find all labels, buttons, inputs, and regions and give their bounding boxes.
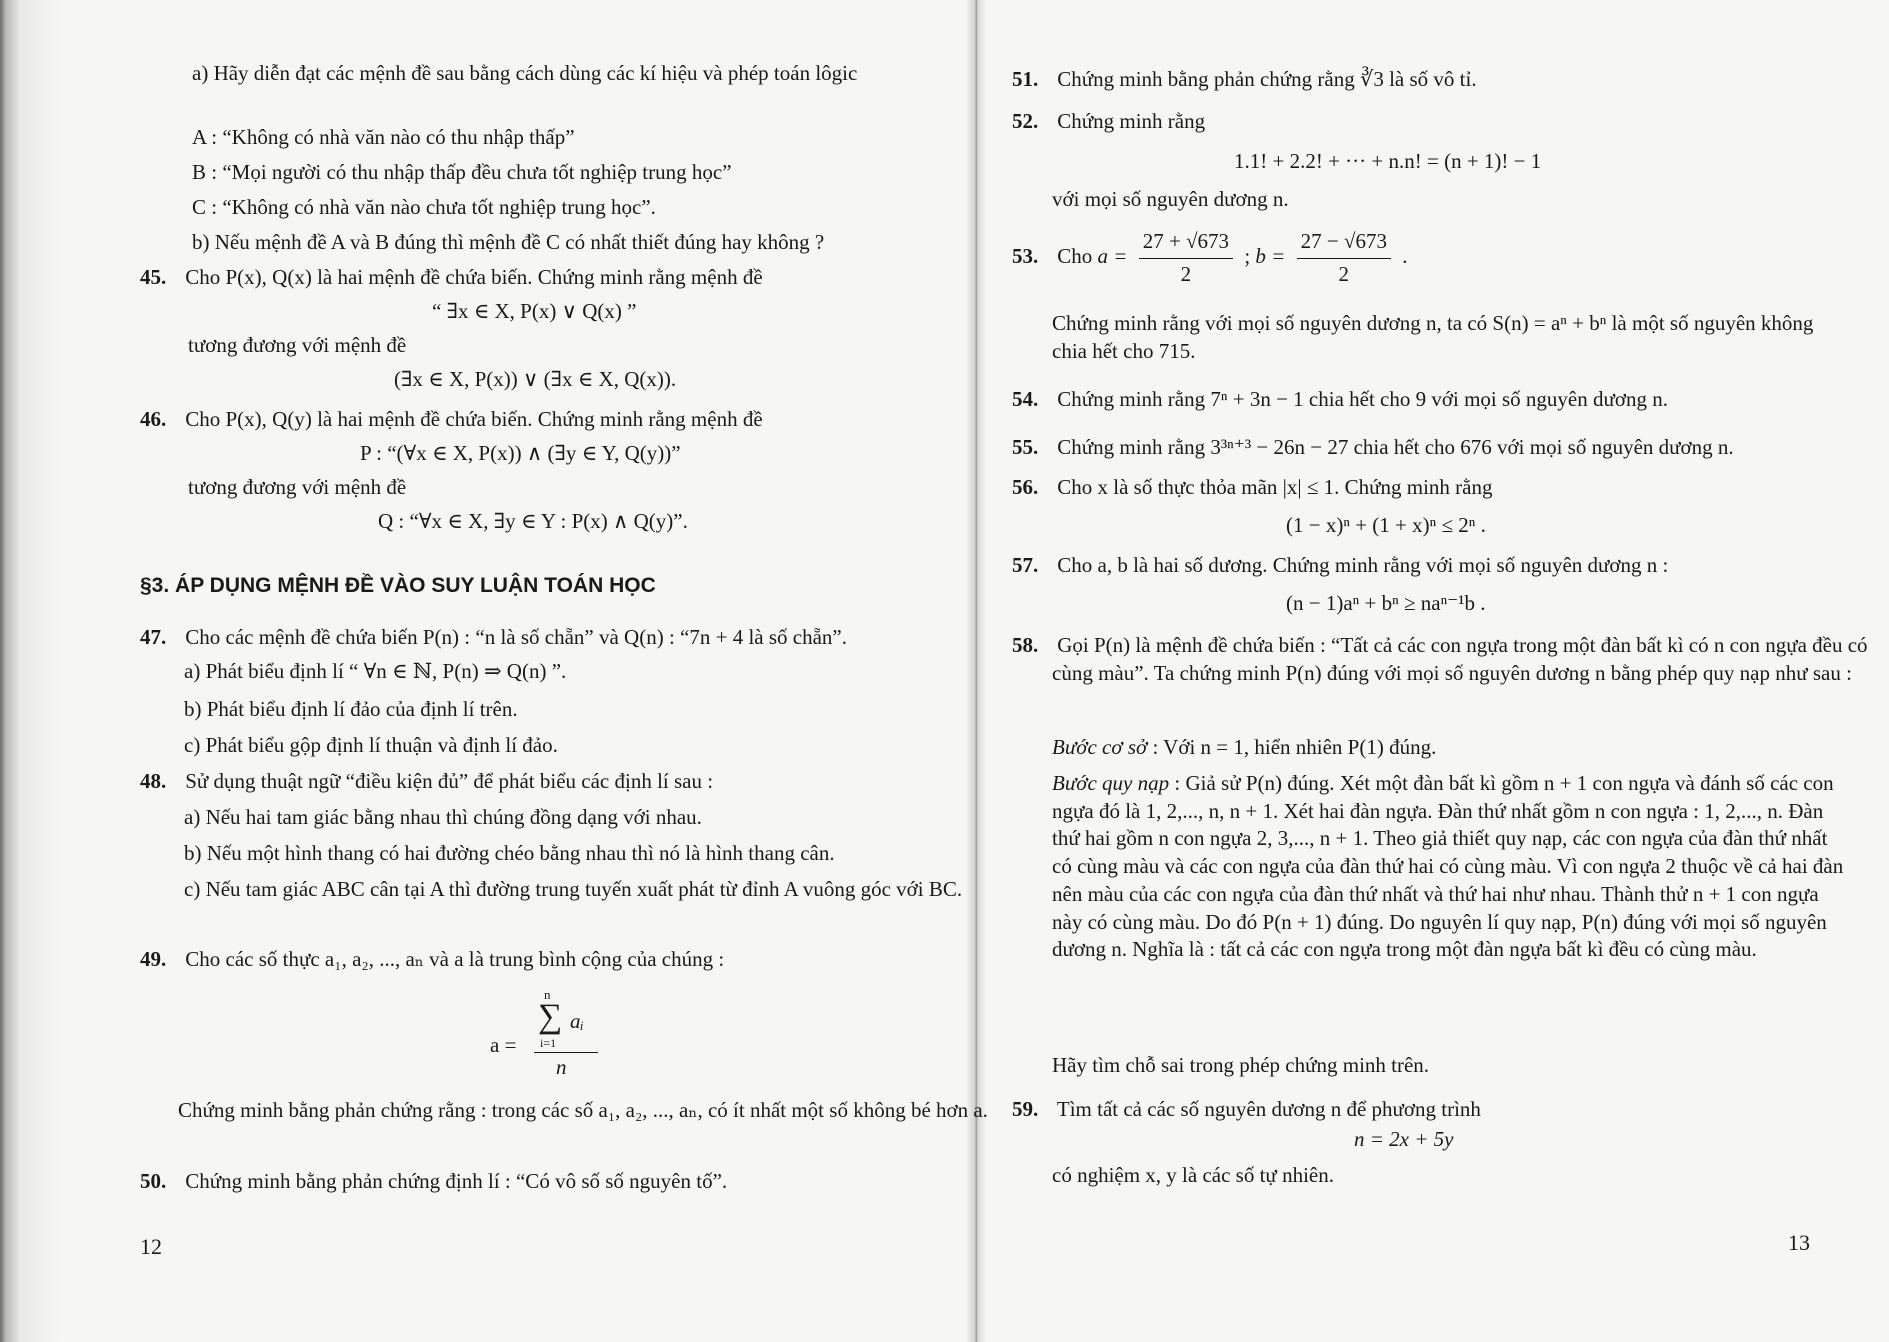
q45-text: Cho P(x), Q(x) là hai mệnh đề chứa biến. Chứng minh rằng mệnh đề [185,265,763,289]
q53-b-numerator: 27 − √673 [1297,228,1391,259]
page-number-left: 12 [140,1234,162,1259]
q55-text: Chứng minh rằng 3³ⁿ⁺³ − 26n − 27 chia hết cho 676 với mọi số nguyên dương n. [1057,435,1734,459]
q45-number: 45. [140,265,167,289]
q50-text: Chứng minh bằng phản chứng định lí : “Có vô số số nguyên tố”. [185,1169,728,1193]
q49-sum-term: aᵢ [570,1009,584,1033]
q59-number: 59. [1012,1097,1039,1121]
q48-text: Sử dụng thuật ngữ “điều kiện đủ” để phát biểu các định lí sau : [185,769,714,793]
q53-a-lhs: a = [1097,244,1128,269]
q48-number: 48. [140,769,167,793]
section-heading: §3. ÁP DỤNG MỆNH ĐỀ VÀO SUY LUẬN TOÁN HỌC [140,574,656,597]
q47-part-a: a) Phát biểu định lí “ ∀n ∈ ℕ, P(n) ⇒ Q(n) ”. [184,659,567,683]
q46 [140,406,763,434]
q46-formula-2: Q : “∀x ∈ X, ∃y ∈ Y : P(x) ∧ Q(y)”. [378,509,688,533]
q45 [140,264,763,292]
q49-mean-formula [490,987,660,1080]
q49-fraction-bar [534,1052,598,1053]
q49-text: Cho các số thực a₁, a₂, ..., aₙ và a là trung bình cộng của chúng : [185,947,725,971]
book-gutter [966,0,986,1342]
q50-number: 50. [140,1169,167,1193]
q58-find: Hãy tìm chỗ sai trong phép chứng minh trên. [1052,1053,1430,1077]
right-page [992,0,1889,1342]
q58-number: 58. [1012,633,1039,657]
q52-formula: 1.1! + 2.2! + ··· + n.n! = (n + 1)! − 1 [1234,149,1542,173]
q48-part-c: c) Nếu tam giác ABC cân tại A thì đường trung tuyến xuất phát từ đỉnh A vuông góc với BC. [184,877,963,901]
q58-text: Gọi P(n) là mệnh đề chứa biến : “Tất cả các con ngựa trong một đàn bất kì có n con ngựa đều có cùng màu”. Ta chứng minh P(n) đúng với mọi số nguyên dương n bằng phép quy nạp như sau : [1052,633,1868,685]
q51-text: Chứng minh bằng phản chứng rằng ∛3 là số vô tỉ. [1057,67,1477,91]
q59-formula: n = 2x + 5y [1354,1127,1454,1151]
q44-part-b: b) Nếu mệnh đề A và B đúng thì mệnh đề C có nhất thiết đúng hay không ? [192,230,825,254]
q55 [1012,434,1734,462]
q49-sum-symbol: ∑ [538,998,563,1035]
q53-definitions [1012,228,1407,288]
q53-fraction-b [1297,228,1391,288]
q49-proof: Chứng minh bằng phản chứng rằng : trong các số a₁, a₂, ..., aₙ, có ít nhất một số không bé hơn a. [178,1098,988,1122]
q46-equiv: tương đương với mệnh đề [188,475,407,499]
q56-formula: (1 − x)ⁿ + (1 + x)ⁿ ≤ 2ⁿ . [1286,513,1486,537]
q49-sum-upper: n [544,987,551,1002]
q58-step-text: : Giả sử P(n) đúng. Xét một đàn bất kì gồm n + 1 con ngựa và đánh số các con ngựa đó là 1, 2,..., n, n + 1. Xét hai đàn ngựa. Đàn thứ nhất gồm n con ngựa : 1, 2,..., n. Đàn thứ hai gồm n con ngựa 2, 3,..., n + 1. Theo giả thiết quy nạp, các con ngựa của đàn thứ nhất có cùng màu và các con ngựa của đàn thứ hai có cùng màu. Vì con ngựa 2 thuộc về cả hai đàn nên màu của các con ngựa của đàn thứ nhất và thứ hai như nhau. Thành thử n + 1 con ngựa này có cùng màu. Do đó P(n + 1) đúng. Do nguyên lí quy nạp, P(n) đúng với mọi số nguyên dương n. Nghĩa là : tất cả các con ngựa trong một đàn ngựa bất kì đều có cùng màu. [1052,771,1844,962]
q44-statement-c: C : “Không có nhà văn nào chưa tốt nghiệp trung học”. [192,195,656,219]
q46-formula-1: P : “(∀x ∈ X, P(x)) ∧ (∃y ∈ Y, Q(y))” [360,441,681,465]
q48 [140,768,713,796]
q49-denominator: n [556,1055,567,1079]
q57 [1012,552,1668,580]
q53-text: Chứng minh rằng với mọi số nguyên dương n, ta có S(n) = aⁿ + bⁿ là một số nguyên không chia hết cho 715. [1052,311,1814,363]
q58-inductive-step [1052,770,1852,964]
q59-text: Tìm tất cả các số nguyên dương n để phương trình [1056,1097,1481,1121]
q53-cho: Cho [1057,244,1093,269]
q44-a-intro: a) Hãy diễn đạt các mệnh đề sau bằng cách dùng các kí hiệu và phép toán lôgic [192,61,858,85]
q46-number: 46. [140,407,167,431]
q46-text: Cho P(x), Q(y) là hai mệnh đề chứa biến. Chứng minh rằng mệnh đề [185,407,763,431]
page-number-right: 13 [1788,1230,1810,1255]
q56 [1012,474,1493,502]
q58 [1012,632,1889,687]
q54-number: 54. [1012,387,1039,411]
q59-after: có nghiệm x, y là các số tự nhiên. [1052,1163,1334,1187]
q53-b-denominator: 2 [1338,261,1350,286]
q58-base-text: : Với n = 1, hiển nhiên P(1) đúng. [1147,735,1437,759]
q53-fraction-a [1139,228,1233,288]
q57-number: 57. [1012,553,1039,577]
q51 [1012,66,1477,94]
q58-base-label: Bước cơ sở [1052,735,1148,759]
q52 [1012,108,1205,136]
q47-number: 47. [140,625,167,649]
q57-formula: (n − 1)aⁿ + bⁿ ≥ naⁿ⁻¹b . [1286,591,1486,615]
q53-b-lhs: b = [1255,244,1286,269]
q54 [1012,386,1668,414]
q50 [140,1168,727,1196]
q48-part-b: b) Nếu một hình thang có hai đường chéo bằng nhau thì nó là hình thang cân. [184,841,835,865]
q47-text: Cho các mệnh đề chứa biến P(n) : “n là số chẵn” và Q(n) : “7n + 4 là số chẵn”. [185,625,847,649]
q44-statement-a: A : “Không có nhà văn nào có thu nhập thấp” [192,125,575,149]
q49-number: 49. [140,947,167,971]
q52-after: với mọi số nguyên dương n. [1052,187,1289,211]
q47-part-b: b) Phát biểu định lí đảo của định lí trên. [184,697,518,721]
q53-number: 53. [1012,244,1039,269]
q54-text: Chứng minh rằng 7ⁿ + 3n − 1 chia hết cho 9 với mọi số nguyên dương n. [1057,387,1668,411]
q52-number: 52. [1012,109,1039,133]
q45-equiv: tương đương với mệnh đề [188,333,407,357]
q53-end: . [1402,244,1408,269]
q58-step-label: Bước quy nạp [1052,771,1170,795]
q55-number: 55. [1012,435,1039,459]
q53-a-numerator: 27 + √673 [1139,228,1233,259]
left-page [60,0,988,1342]
q48-part-a: a) Nếu hai tam giác bằng nhau thì chúng đồng dạng với nhau. [184,805,702,829]
q49 [140,946,724,974]
q56-number: 56. [1012,475,1039,499]
q57-text: Cho a, b là hai số dương. Chứng minh rằng với mọi số nguyên dương n : [1057,553,1669,577]
q49-sum-lower: i=1 [540,1036,557,1050]
q52-text: Chứng minh rằng [1057,109,1206,133]
q45-formula-2: (∃x ∈ X, P(x)) ∨ (∃x ∈ X, Q(x)). [394,367,677,391]
q56-text: Cho x là số thực thỏa mãn |x| ≤ 1. Chứng minh rằng [1057,475,1493,499]
q45-formula-1: “ ∃x ∈ X, P(x) ∨ Q(x) ” [432,299,637,323]
q47 [140,624,847,652]
q47-part-c: c) Phát biểu gộp định lí thuận và định lí đảo. [184,733,558,757]
q51-number: 51. [1012,67,1039,91]
q53-a-denominator: 2 [1180,261,1192,286]
q44-statement-b: B : “Mọi người có thu nhập thấp đều chưa tốt nghiệp trung học” [192,160,732,184]
book-spine-shadow [0,0,60,1342]
q53-separator: ; [1244,244,1251,269]
q49-formula-lhs: a = [490,1033,517,1057]
q58-base-case [1052,734,1436,762]
q59 [1012,1096,1481,1124]
